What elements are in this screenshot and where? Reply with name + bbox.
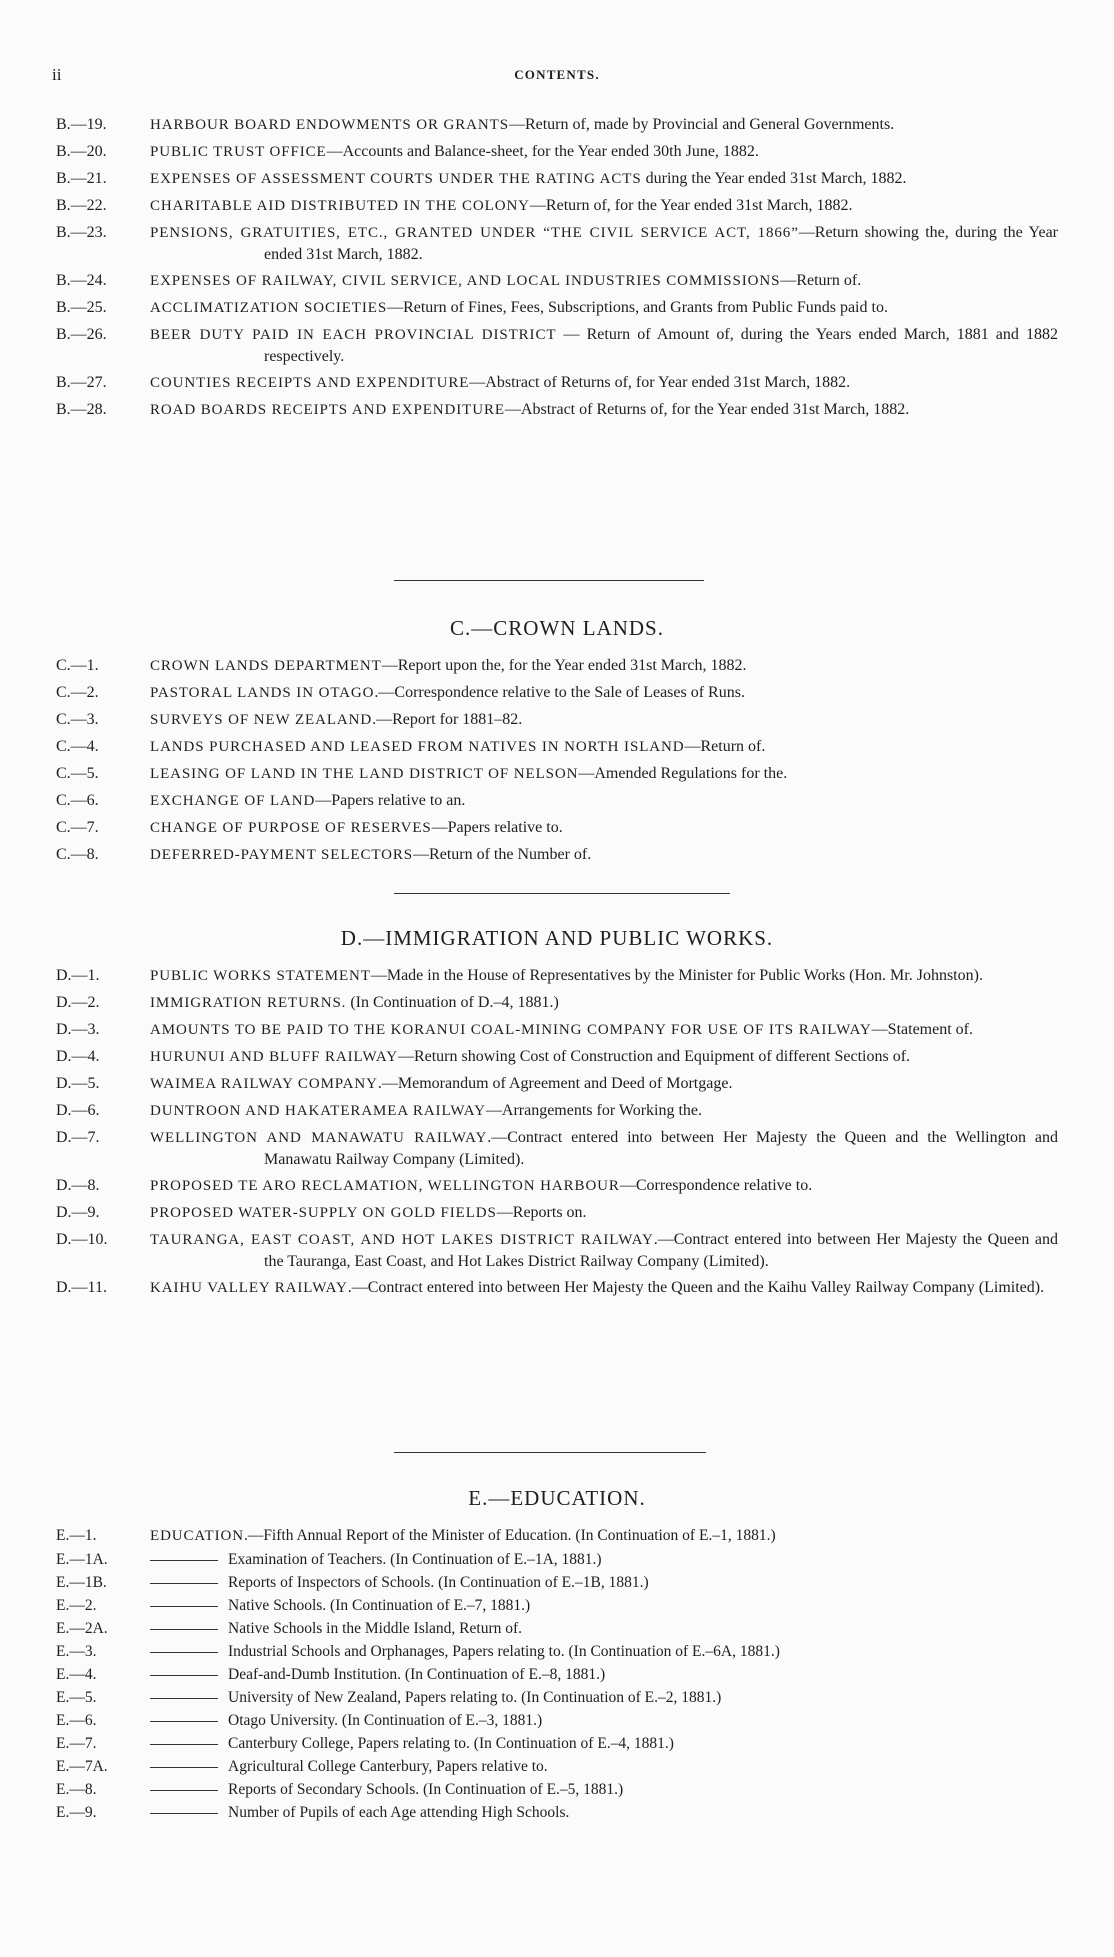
entry-code: E.—1B. bbox=[56, 1574, 107, 1591]
contents-entry bbox=[0, 270, 1114, 292]
ditto-rule bbox=[150, 1721, 218, 1722]
ditto-rule bbox=[150, 1652, 218, 1653]
entry-code: B.—22. bbox=[56, 197, 107, 214]
entry-title: ACCLIMATIZATION SOCIETIES bbox=[150, 300, 388, 316]
contents-entry bbox=[0, 168, 1114, 190]
contents-entry bbox=[0, 372, 1114, 394]
contents-entry bbox=[0, 1710, 1114, 1731]
contents-entry bbox=[0, 1733, 1114, 1754]
entry-body bbox=[150, 1618, 1114, 1639]
entry-code: E.—5. bbox=[56, 1689, 97, 1706]
contents-entry bbox=[0, 1202, 1114, 1224]
entry-description: —Abstract of Returns of, for Year ended 31st March, 1882. bbox=[469, 374, 851, 391]
entry-title: LANDS PURCHASED AND LEASED FROM NATIVES IN NORTH ISLAND bbox=[150, 739, 685, 755]
entry-title: HURUNUI AND BLUFF RAILWAY bbox=[150, 1049, 398, 1065]
entry-title: IMMIGRATION RETURNS. bbox=[150, 995, 347, 1011]
contents-entry bbox=[0, 1100, 1114, 1122]
entry-code: E.—2. bbox=[56, 1597, 97, 1614]
entry-title: EXPENSES OF RAILWAY, CIVIL SERVICE, AND LOCAL INDUSTRIES COMMISSIONS bbox=[150, 273, 781, 289]
entry-title: WELLINGTON AND MANAWATU RAILWAY bbox=[150, 1130, 488, 1146]
entry-code: B.—20. bbox=[56, 143, 107, 160]
entry-code: E.—7. bbox=[56, 1735, 97, 1752]
entry-body bbox=[150, 297, 1114, 319]
entry-code: D.—1. bbox=[56, 967, 100, 984]
contents-entry bbox=[0, 195, 1114, 217]
section-divider bbox=[394, 1452, 706, 1453]
entry-body bbox=[150, 1073, 1114, 1095]
entry-title: EXPENSES OF ASSESSMENT COURTS UNDER THE RATING ACTS bbox=[150, 171, 642, 187]
entry-code: C.—4. bbox=[56, 738, 99, 755]
entry-code: B.—23. bbox=[56, 224, 107, 241]
entry-code: D.—11. bbox=[56, 1279, 107, 1296]
entry-code: C.—7. bbox=[56, 819, 99, 836]
entry-description: .—Contract entered into between Her Majesty the Queen and the Tauranga, East Coast, and Hot Lakes District Railway Company (Limited). bbox=[264, 1231, 1058, 1270]
entry-code: B.—21. bbox=[56, 170, 107, 187]
contents-entry bbox=[0, 1664, 1114, 1685]
section-e-education bbox=[0, 1486, 1114, 1825]
entry-description: Reports of Inspectors of Schools. (In Continuation of E.–1B, 1881.) bbox=[228, 1574, 649, 1591]
entry-body bbox=[150, 222, 1114, 265]
contents-entry bbox=[0, 297, 1114, 319]
contents-entry bbox=[0, 844, 1114, 866]
entry-title: PUBLIC TRUST OFFICE bbox=[150, 144, 327, 160]
entry-code: B.—27. bbox=[56, 374, 107, 391]
contents-entry bbox=[0, 790, 1114, 812]
contents-entry bbox=[0, 1687, 1114, 1708]
entry-code: E.—8. bbox=[56, 1781, 97, 1798]
entry-body bbox=[150, 1802, 1114, 1823]
entry-body bbox=[150, 1175, 1114, 1197]
entry-code: D.—2. bbox=[56, 994, 100, 1011]
entry-code: C.—6. bbox=[56, 792, 99, 809]
entry-description: .—Contract entered into between Her Majesty the Queen and the Wellington and Manawatu Railway Company (Limited). bbox=[264, 1129, 1058, 1168]
contents-entry bbox=[0, 1549, 1114, 1570]
entry-description: .—Contract entered into between Her Majesty the Queen and the Kaihu Valley Railway Company (Limited). bbox=[347, 1279, 1045, 1296]
entry-code: E.—1. bbox=[56, 1527, 97, 1544]
entry-description: Examination of Teachers. (In Continuation of E.–1A, 1881.) bbox=[228, 1551, 602, 1568]
ditto-rule bbox=[150, 1606, 218, 1607]
contents-entry bbox=[0, 1046, 1114, 1068]
ditto-rule bbox=[150, 1813, 218, 1814]
entry-description: —Abstract of Returns of, for the Year ended 31st March, 1882. bbox=[504, 401, 910, 418]
entry-body bbox=[150, 992, 1114, 1014]
entry-body bbox=[150, 1595, 1114, 1616]
entry-code: B.—25. bbox=[56, 299, 107, 316]
entry-code: C.—3. bbox=[56, 711, 99, 728]
section-c-crown-lands bbox=[0, 616, 1114, 871]
section-d-immigration-public-works bbox=[0, 926, 1114, 1304]
contents-entry bbox=[0, 1073, 1114, 1095]
entry-description: University of New Zealand, Papers relating to. (In Continuation of E.–2, 1881.) bbox=[228, 1689, 722, 1706]
ditto-rule bbox=[150, 1675, 218, 1676]
entry-description: —Return of, for the Year ended 31st March, 1882. bbox=[529, 197, 853, 214]
entry-description: Native Schools. (In Continuation of E.–7, 1881.) bbox=[228, 1597, 531, 1614]
entry-code: D.—9. bbox=[56, 1204, 100, 1221]
contents-entry bbox=[0, 1175, 1114, 1197]
entry-body bbox=[150, 1202, 1114, 1224]
entry-body bbox=[150, 1100, 1114, 1122]
entry-body bbox=[150, 1525, 1114, 1547]
entry-title: PENSIONS, GRATUITIES, ETC., GRANTED UNDER “THE CIVIL SERVICE ACT, 1866” bbox=[150, 225, 799, 241]
entry-body bbox=[150, 270, 1114, 292]
entry-body bbox=[150, 1277, 1114, 1299]
entry-description: Otago University. (In Continuation of E.–3, 1881.) bbox=[228, 1712, 543, 1729]
entry-description: —Statement of. bbox=[871, 1021, 973, 1038]
contents-entry bbox=[0, 1229, 1114, 1272]
entry-title: HARBOUR BOARD ENDOWMENTS OR GRANTS bbox=[150, 117, 509, 133]
entry-description: —Papers relative to. bbox=[431, 819, 563, 836]
entry-description: —Reports on. bbox=[496, 1204, 587, 1221]
entry-title: AMOUNTS TO BE PAID TO THE KORANUI COAL-MINING COMPANY FOR USE OF ITS RAILWAY bbox=[150, 1022, 872, 1038]
entry-description: .—Correspondence relative to the Sale of Leases of Runs. bbox=[374, 684, 745, 701]
entry-body bbox=[150, 1229, 1114, 1272]
contents-entry bbox=[0, 1641, 1114, 1662]
contents-entry bbox=[0, 1127, 1114, 1170]
entry-description: Agricultural College Canterbury, Papers relative to. bbox=[228, 1758, 548, 1775]
entry-body bbox=[150, 195, 1114, 217]
contents-entry bbox=[0, 682, 1114, 704]
entry-body bbox=[150, 763, 1114, 785]
entry-body bbox=[150, 1687, 1114, 1708]
entry-body bbox=[150, 682, 1114, 704]
entry-title: EXCHANGE OF LAND bbox=[150, 793, 316, 809]
section-heading: E.—EDUCATION. bbox=[468, 1486, 646, 1510]
entry-code: D.—3. bbox=[56, 1021, 100, 1038]
entry-body bbox=[150, 1549, 1114, 1570]
contents-entry bbox=[0, 114, 1114, 136]
entry-title: PASTORAL LANDS IN OTAGO bbox=[150, 685, 375, 701]
entry-body bbox=[150, 844, 1114, 866]
entry-description: Reports of Secondary Schools. (In Continuation of E.–5, 1881.) bbox=[228, 1781, 624, 1798]
entry-code: E.—2A. bbox=[56, 1620, 108, 1637]
entry-body bbox=[150, 655, 1114, 677]
entry-code: D.—4. bbox=[56, 1048, 100, 1065]
contents-entry bbox=[0, 324, 1114, 367]
entry-title: TAURANGA, EAST COAST, AND HOT LAKES DISTRICT RAILWAY bbox=[150, 1232, 654, 1248]
entry-description: —Return of, made by Provincial and General Governments. bbox=[508, 116, 895, 133]
entry-title: WAIMEA RAILWAY COMPANY bbox=[150, 1076, 378, 1092]
ditto-rule bbox=[150, 1583, 218, 1584]
entry-body bbox=[150, 1756, 1114, 1777]
entry-body bbox=[150, 1664, 1114, 1685]
contents-entry bbox=[0, 1277, 1114, 1299]
entry-body bbox=[150, 1779, 1114, 1800]
contents-entry bbox=[0, 1525, 1114, 1547]
entry-code: D.—7. bbox=[56, 1129, 100, 1146]
contents-entry bbox=[0, 141, 1114, 163]
contents-entry bbox=[0, 736, 1114, 758]
entry-title: COUNTIES RECEIPTS AND EXPENDITURE bbox=[150, 375, 470, 391]
entry-code: B.—28. bbox=[56, 401, 107, 418]
entry-code: D.—5. bbox=[56, 1075, 100, 1092]
entry-code: B.—19. bbox=[56, 116, 107, 133]
entry-code: E.—7A. bbox=[56, 1758, 108, 1775]
entry-title: PUBLIC WORKS STATEMENT bbox=[150, 968, 371, 984]
entry-title: SURVEYS OF NEW ZEALAND bbox=[150, 712, 373, 728]
entry-code: C.—2. bbox=[56, 684, 99, 701]
entry-description: (In Continuation of D.–4, 1881.) bbox=[346, 994, 559, 1011]
entry-code: D.—6. bbox=[56, 1102, 100, 1119]
contents-entry bbox=[0, 1779, 1114, 1800]
entry-body bbox=[150, 1046, 1114, 1068]
contents-entry bbox=[0, 965, 1114, 987]
entry-body bbox=[150, 1733, 1114, 1754]
entry-description: Native Schools in the Middle Island, Return of. bbox=[228, 1620, 523, 1637]
entry-body bbox=[150, 399, 1114, 421]
ditto-rule bbox=[150, 1629, 218, 1630]
entry-description: —Papers relative to an. bbox=[315, 792, 466, 809]
running-head bbox=[0, 65, 1114, 87]
entry-code: C.—5. bbox=[56, 765, 99, 782]
running-title: CONTENTS. bbox=[514, 67, 600, 82]
contents-entry bbox=[0, 1618, 1114, 1639]
contents-entry bbox=[0, 763, 1114, 785]
entry-title: CHARITABLE AID DISTRIBUTED IN THE COLONY bbox=[150, 198, 530, 214]
entry-description: —Return showing Cost of Construction and Equipment of different Sections of. bbox=[397, 1048, 911, 1065]
ditto-rule bbox=[150, 1744, 218, 1745]
entry-title: DEFERRED-PAYMENT SELECTORS bbox=[150, 847, 414, 863]
entry-title: DUNTROON AND HAKATERAMEA RAILWAY bbox=[150, 1103, 486, 1119]
section-divider bbox=[394, 580, 704, 581]
entry-description: —Amended Regulations for the. bbox=[578, 765, 788, 782]
entry-body bbox=[150, 324, 1114, 367]
entry-body bbox=[150, 114, 1114, 136]
entry-description: .—Memorandum of Agreement and Deed of Mortgage. bbox=[377, 1075, 733, 1092]
entry-body bbox=[150, 790, 1114, 812]
section-b-entries bbox=[0, 114, 1114, 426]
contents-entry bbox=[0, 817, 1114, 839]
entry-code: E.—6. bbox=[56, 1712, 97, 1729]
entry-body bbox=[150, 141, 1114, 163]
entry-title: LEASING OF LAND IN THE LAND DISTRICT OF NELSON bbox=[150, 766, 579, 782]
ditto-rule bbox=[150, 1698, 218, 1699]
entry-body bbox=[150, 817, 1114, 839]
entry-title: ROAD BOARDS RECEIPTS AND EXPENDITURE bbox=[150, 402, 505, 418]
entry-description: .—Report for 1881–82. bbox=[372, 711, 523, 728]
ditto-rule bbox=[150, 1767, 218, 1768]
entry-body bbox=[150, 1572, 1114, 1593]
contents-entry bbox=[0, 709, 1114, 731]
entry-code: D.—8. bbox=[56, 1177, 100, 1194]
contents-entry bbox=[0, 399, 1114, 421]
entry-code: C.—1. bbox=[56, 657, 99, 674]
ditto-rule bbox=[150, 1790, 218, 1791]
contents-entry bbox=[0, 1756, 1114, 1777]
entry-description: —Return of the Number of. bbox=[413, 846, 592, 863]
entry-title: KAIHU VALLEY RAILWAY bbox=[150, 1280, 348, 1296]
entry-body bbox=[150, 736, 1114, 758]
entry-description: —Return of Fines, Fees, Subscriptions, and Grants from Public Funds paid to. bbox=[387, 299, 888, 316]
entry-code: D.—10. bbox=[56, 1231, 108, 1248]
entry-description: .—Fifth Annual Report of the Minister of Education. (In Continuation of E.–1, 1881.) bbox=[243, 1527, 776, 1544]
entry-description: —Return of. bbox=[684, 738, 766, 755]
entry-description: Industrial Schools and Orphanages, Papers relating to. (In Continuation of E.–6A, 1881.) bbox=[228, 1643, 780, 1660]
entry-description: Number of Pupils of each Age attending High Schools. bbox=[228, 1804, 570, 1821]
page-number: ii bbox=[52, 65, 62, 84]
contents-entry bbox=[0, 222, 1114, 265]
entry-title: PROPOSED TE ARO RECLAMATION, WELLINGTON HARBOUR bbox=[150, 1178, 620, 1194]
entry-body bbox=[150, 709, 1114, 731]
entry-body bbox=[150, 1019, 1114, 1041]
entry-title: EDUCATION bbox=[150, 1528, 244, 1544]
entry-description: Deaf-and-Dumb Institution. (In Continuation of E.–8, 1881.) bbox=[228, 1666, 606, 1683]
entry-description: —Accounts and Balance-sheet, for the Year ended 30th June, 1882. bbox=[326, 143, 759, 160]
section-heading: D.—IMMIGRATION AND PUBLIC WORKS. bbox=[340, 926, 774, 950]
contents-entry bbox=[0, 1802, 1114, 1823]
contents-entry bbox=[0, 1019, 1114, 1041]
entry-description: —Correspondence relative to. bbox=[619, 1177, 813, 1194]
entry-body bbox=[150, 372, 1114, 394]
entry-body bbox=[150, 1710, 1114, 1731]
entry-body bbox=[150, 1641, 1114, 1662]
entry-description: —Made in the House of Representatives by the Minister for Public Works (Hon. Mr. Johnston). bbox=[370, 967, 983, 984]
entry-description: —Report upon the, for the Year ended 31st March, 1882. bbox=[381, 657, 747, 674]
entry-title: PROPOSED WATER-SUPPLY ON GOLD FIELDS bbox=[150, 1205, 497, 1221]
entry-description: Canterbury College, Papers relating to. (In Continuation of E.–4, 1881.) bbox=[228, 1735, 674, 1752]
contents-entry bbox=[0, 992, 1114, 1014]
entry-body bbox=[150, 168, 1114, 190]
section-divider bbox=[394, 893, 730, 894]
entry-title: CHANGE OF PURPOSE OF RESERVES bbox=[150, 820, 432, 836]
contents-entry bbox=[0, 1572, 1114, 1593]
entry-body bbox=[150, 1127, 1114, 1170]
entry-code: E.—3. bbox=[56, 1643, 97, 1660]
contents-entry bbox=[0, 1595, 1114, 1616]
entry-code: B.—26. bbox=[56, 326, 107, 343]
entry-description: during the Year ended 31st March, 1882. bbox=[641, 170, 907, 187]
entry-title: BEER DUTY PAID IN EACH PROVINCIAL DISTRICT bbox=[150, 327, 557, 343]
contents-entry bbox=[0, 655, 1114, 677]
entry-code: E.—1A. bbox=[56, 1551, 108, 1568]
entry-code: B.—24. bbox=[56, 272, 107, 289]
ditto-rule bbox=[150, 1560, 218, 1561]
entry-code: E.—9. bbox=[56, 1804, 97, 1821]
section-heading: C.—CROWN LANDS. bbox=[450, 616, 664, 640]
entry-description: —Return of. bbox=[780, 272, 862, 289]
entry-body bbox=[150, 965, 1114, 987]
entry-description: — Return of Amount of, during the Years ended March, 1881 and 1882 respectively. bbox=[264, 326, 1059, 365]
entry-title: CROWN LANDS DEPARTMENT bbox=[150, 658, 382, 674]
entry-code: E.—4. bbox=[56, 1666, 97, 1683]
entry-description: —Arrangements for Working the. bbox=[485, 1102, 703, 1119]
entry-description: —Return showing the, during the Year ended 31st March, 1882. bbox=[264, 224, 1059, 263]
entry-code: C.—8. bbox=[56, 846, 99, 863]
